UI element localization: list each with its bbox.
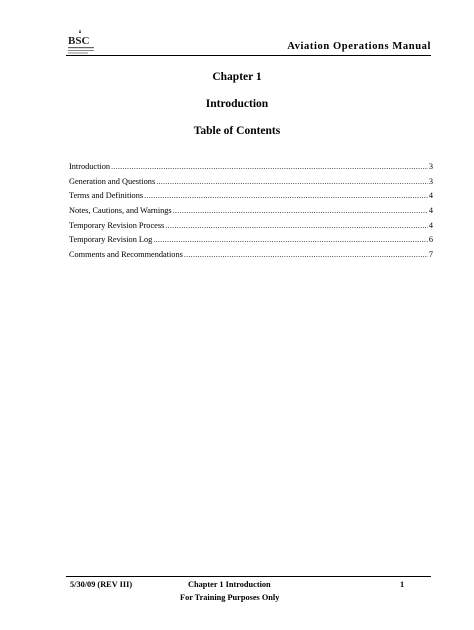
toc-entry-label: Introduction <box>69 162 111 171</box>
toc-dot-leader <box>153 233 428 248</box>
toc-entry-label: Comments and Recommendations <box>69 250 183 260</box>
manual-title: Aviation Operations Manual <box>287 41 431 52</box>
bsc-logo <box>66 27 96 57</box>
toc-entry-page: 4 <box>428 220 433 230</box>
toc-entry[interactable] <box>69 189 433 204</box>
toc-entry-page: 4 <box>428 206 433 216</box>
toc-entry[interactable] <box>69 204 433 219</box>
toc-entry[interactable] <box>69 248 433 263</box>
footer-chapter-title: Chapter 1 Introduction <box>188 580 271 589</box>
toc-dot-leader <box>184 248 428 263</box>
toc-entry[interactable] <box>69 233 433 248</box>
toc-dot-leader <box>144 189 428 204</box>
logo-lettering: BSC <box>68 35 90 47</box>
toc-dot-leader <box>111 160 428 175</box>
toc-entry[interactable] <box>69 219 433 234</box>
table-of-contents <box>69 160 433 263</box>
footer-divider <box>66 576 431 577</box>
toc-entry-label: Terms and Definitions <box>69 191 144 201</box>
toc-entry-page: 4 <box>428 191 433 201</box>
toc-entry[interactable] <box>69 175 433 190</box>
toc-dot-leader <box>173 204 428 219</box>
toc-entry-label: Notes, Cautions, and Warnings <box>69 206 172 216</box>
section-heading: Introduction <box>205 98 269 110</box>
footer-page-number: 1 <box>400 580 405 589</box>
toc-entry-page: 3 <box>428 162 433 171</box>
footer-training-notice: For Training Purposes Only <box>180 593 280 602</box>
toc-entry-label: Generation and Questions <box>69 176 156 186</box>
toc-entry-page: 6 <box>428 235 433 245</box>
toc-entry-page: 3 <box>428 176 433 186</box>
chapter-heading: Chapter 1 <box>212 71 262 83</box>
toc-entry-page: 7 <box>428 250 433 260</box>
toc-dot-leader <box>165 219 428 234</box>
header-divider <box>66 55 431 56</box>
toc-entry-label: Temporary Revision Log <box>69 235 153 245</box>
toc-entry[interactable] <box>69 160 433 175</box>
toc-dot-leader <box>156 175 428 190</box>
footer-revision-date: 5/30/09 (REV III) <box>70 580 133 589</box>
toc-heading: Table of Contents <box>193 125 281 137</box>
toc-entry-label: Temporary Revision Process <box>69 220 165 230</box>
